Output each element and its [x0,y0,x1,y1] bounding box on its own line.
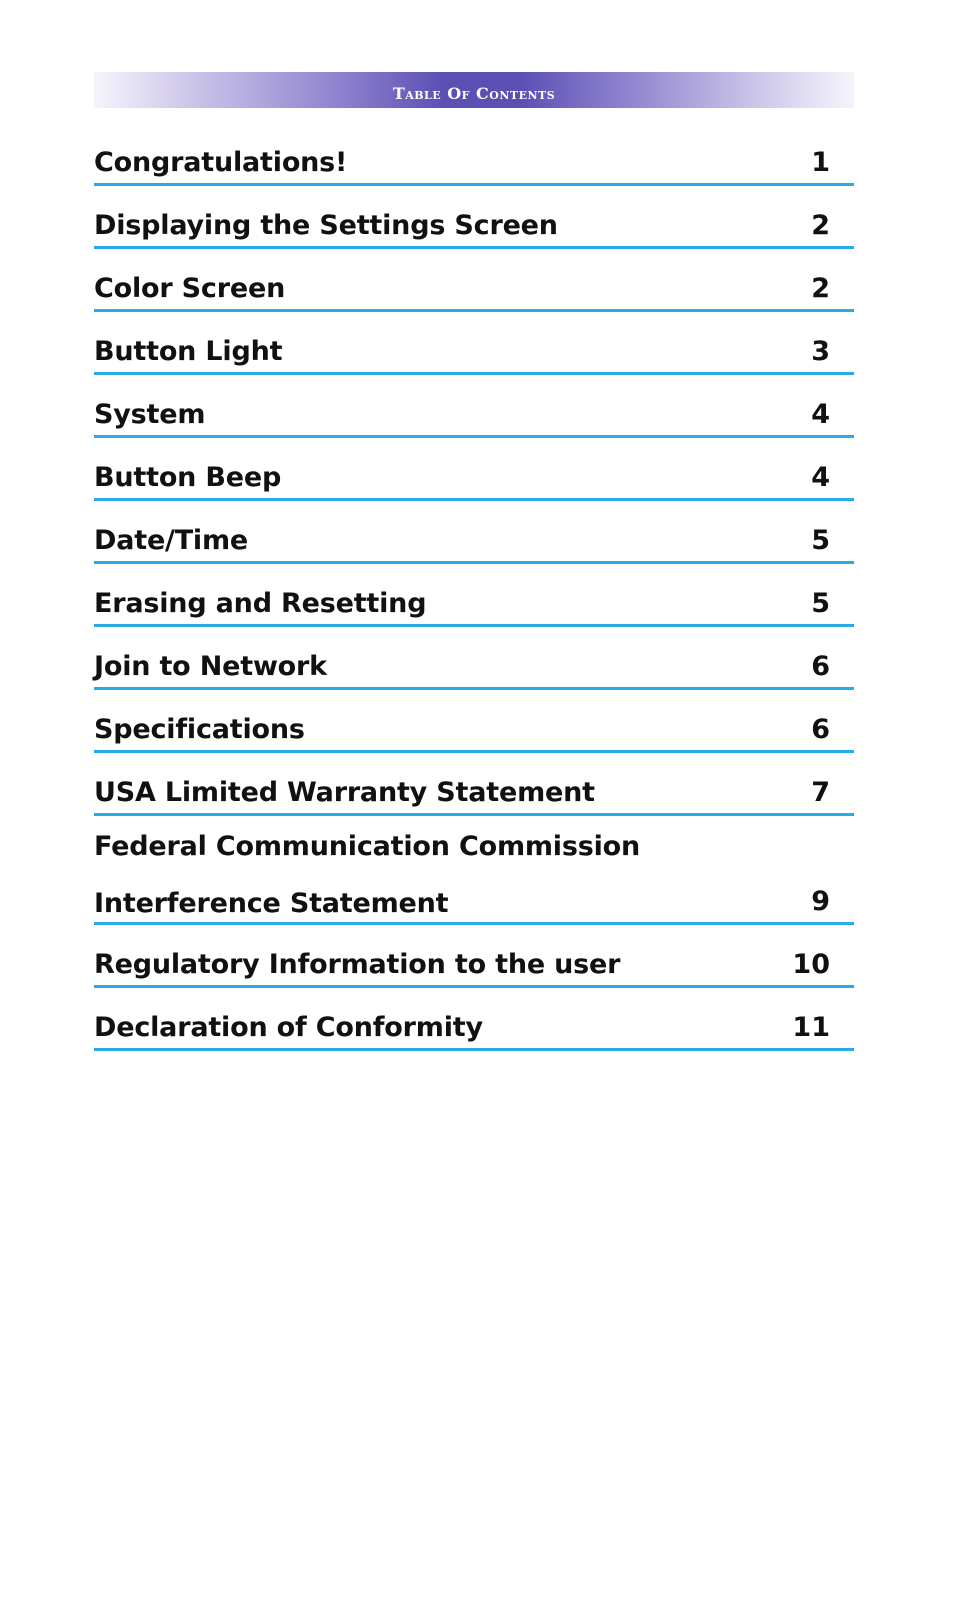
toc-entry-page: 2 [811,209,830,241]
toc-entry-title: Join to Network [94,650,327,682]
toc-entry-page: 9 [811,885,830,917]
toc-entry-page: 1 [811,146,830,178]
toc-entry-page: 6 [811,650,830,682]
toc-entry[interactable] [94,266,854,312]
toc-entry[interactable] [94,518,854,564]
toc-entry[interactable] [94,455,854,501]
toc-entry[interactable] [94,833,854,925]
toc-entry-title [94,833,640,918]
toc-entry-title: Color Screen [94,272,286,304]
toc-entry[interactable] [94,942,854,988]
toc-entry[interactable] [94,392,854,438]
toc-entry[interactable] [94,644,854,690]
toc-header-band [94,72,854,108]
toc-entry-page: 5 [811,587,830,619]
toc-entry-title: System [94,398,206,430]
toc-entry-title: Erasing and Resetting [94,587,427,619]
toc-entry-page: 10 [792,948,830,980]
toc-entry[interactable] [94,581,854,627]
toc-entry[interactable] [94,329,854,375]
toc-entry-title-line2: Interference Statement [94,887,449,919]
toc-entry-title: USA Limited Warranty Statement [94,776,595,808]
toc-entry-title: Declaration of Conformity [94,1011,483,1043]
toc-entry-page: 4 [811,461,830,493]
toc-entry-page: 3 [811,335,830,367]
toc-entry[interactable] [94,203,854,249]
toc-page [94,72,854,1068]
toc-entry-page: 11 [792,1011,830,1043]
toc-list [94,140,854,1051]
toc-entry-page: 5 [811,524,830,556]
toc-entry-page: 7 [811,776,830,808]
toc-entry-title: Button Light [94,335,283,367]
toc-entry-page: 2 [811,272,830,304]
toc-entry-title: Button Beep [94,461,282,493]
toc-entry-title: Regulatory Information to the user [94,948,621,980]
toc-entry[interactable] [94,1005,854,1051]
toc-entry-title: Displaying the Settings Screen [94,209,558,241]
toc-entry[interactable] [94,770,854,816]
toc-entry-page: 6 [811,713,830,745]
toc-entry[interactable] [94,707,854,753]
toc-entry-page: 4 [811,398,830,430]
toc-header-title: Table Of Contents [392,83,556,103]
toc-entry-title-line1: Federal Communication Commission [94,831,641,862]
toc-entry-title: Congratulations! [94,146,348,178]
toc-entry-title: Specifications [94,713,305,745]
toc-entry-title: Date/Time [94,524,249,556]
toc-entry[interactable] [94,140,854,186]
